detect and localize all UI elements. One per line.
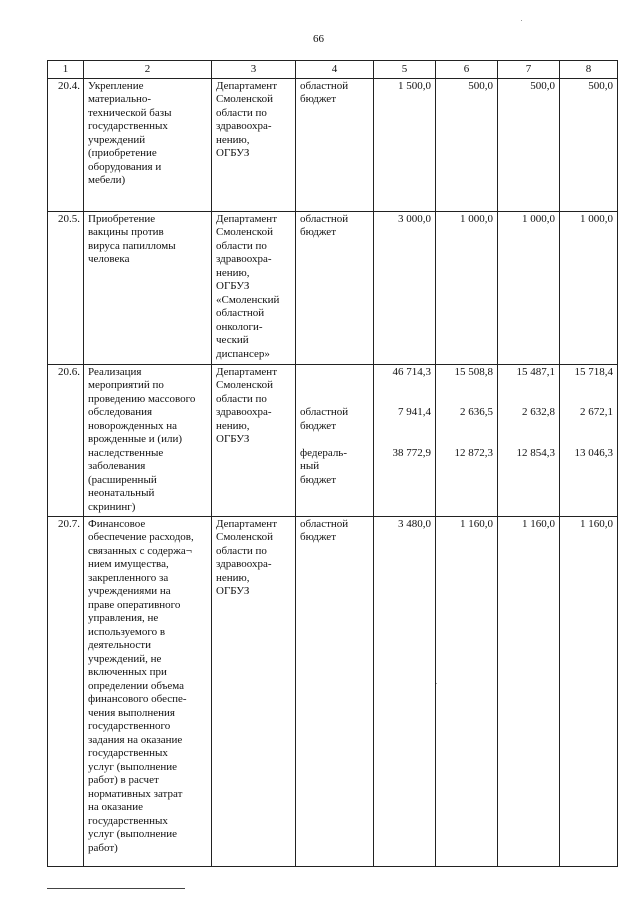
total-amount: 1 500,0 xyxy=(374,78,436,211)
spacer xyxy=(300,393,369,407)
text-line: области по xyxy=(216,544,267,557)
year-3-amount: 1 000,0 xyxy=(560,211,618,364)
text-line: учреждений xyxy=(88,133,146,146)
spacer xyxy=(502,379,555,406)
text-line: диспансер» xyxy=(216,347,270,360)
text-line: Смоленской xyxy=(216,226,273,238)
text-line: управления, не xyxy=(88,612,159,624)
column-number: 8 xyxy=(560,61,618,79)
text-line: определении объема xyxy=(88,679,185,692)
spacer xyxy=(502,420,555,447)
text-line: Департамент xyxy=(216,79,278,92)
text-line: нению, xyxy=(216,571,250,584)
text-line: «Смоленский xyxy=(216,293,280,306)
text-line: нормативных затрат xyxy=(88,787,183,800)
text-line: учреждений, не xyxy=(88,652,162,665)
text-line: связанных с содержа¬ xyxy=(88,544,192,557)
page-number: 66 xyxy=(313,33,324,45)
text-line: скрининг) xyxy=(88,500,136,513)
text-line: заболевания xyxy=(88,460,146,472)
text-line: здравоохра- xyxy=(216,558,272,570)
text-line: неонатальный xyxy=(88,487,155,499)
amount-regional: 2 636,5 xyxy=(460,406,493,418)
item-number: 20.4. xyxy=(48,78,84,211)
funding-source xyxy=(296,211,374,364)
column-number: 1 xyxy=(48,61,84,79)
text-line: нению, xyxy=(216,133,250,146)
item-number: 20.5. xyxy=(48,211,84,364)
text-line: вакцины против xyxy=(88,226,164,238)
text-line: Финансовое xyxy=(88,517,146,530)
text-line: областной xyxy=(300,79,349,92)
text-line: государственных xyxy=(88,120,168,132)
text-line: государственного xyxy=(88,720,171,732)
text-line: бюджет xyxy=(300,93,336,105)
text-line: областной xyxy=(216,307,265,319)
text-line: Департамент xyxy=(216,212,278,225)
text-line: обследования xyxy=(88,406,153,418)
text-line: услуг (выполнение xyxy=(88,828,178,840)
total-amount: 3 480,0 xyxy=(374,516,436,866)
text-line: области по xyxy=(216,239,267,252)
text-line: проведению массового xyxy=(88,392,196,405)
text-line: области по xyxy=(216,106,267,119)
text-line: (расширенный xyxy=(88,473,157,486)
text-line: Департамент xyxy=(216,365,278,378)
text-line: оборудования и xyxy=(88,160,162,173)
footnote-rule xyxy=(47,888,185,889)
year-2-amount: 500,0 xyxy=(498,78,560,211)
text-line: ОГБУЗ xyxy=(216,147,250,159)
table-row xyxy=(48,78,618,211)
text-line: работ) xyxy=(88,841,118,854)
text-line: праве оперативного xyxy=(88,598,181,611)
program-activities-table xyxy=(47,60,618,867)
spacer xyxy=(440,420,493,447)
text-line: бюджет xyxy=(300,473,336,486)
executor xyxy=(212,78,296,211)
text-line: учреждениями на xyxy=(88,585,171,597)
text-line: закрепленного за xyxy=(88,571,169,584)
year-1-amount: 1 000,0 xyxy=(436,211,498,364)
year-3-amount: 1 160,0 xyxy=(560,516,618,866)
text-line: нению, xyxy=(216,266,250,279)
text-line: чения выполнения xyxy=(88,706,175,719)
text-line: ческий xyxy=(216,334,249,346)
funding-source xyxy=(296,364,374,516)
text-line: врожденные и (или) xyxy=(88,433,183,445)
text-line: на оказание xyxy=(88,801,143,813)
spacer xyxy=(300,433,369,447)
spacer xyxy=(378,420,431,447)
scan-speck xyxy=(436,683,437,684)
text-line: человека xyxy=(88,253,130,265)
text-line: работ) в расчет xyxy=(88,774,159,786)
amount-all-sources: 46 714,3 xyxy=(392,365,431,378)
text-line: Департамент xyxy=(216,517,278,530)
column-number: 6 xyxy=(436,61,498,79)
text-line: материально- xyxy=(88,93,152,105)
column-number: 4 xyxy=(296,61,374,79)
text-line: федераль- xyxy=(300,446,347,459)
text-line: ОГБУЗ xyxy=(216,433,250,445)
year-2-amount: 1 160,0 xyxy=(498,516,560,866)
column-number-row xyxy=(48,61,618,79)
text-line: финансового обеспе- xyxy=(88,693,187,705)
text-line: ОГБУЗ xyxy=(216,280,250,292)
text-line: нием имущества, xyxy=(88,558,169,570)
text-line: Смоленской xyxy=(216,379,273,391)
text-line: онкологи- xyxy=(216,320,263,333)
table-row xyxy=(48,364,618,516)
text-line: ный xyxy=(300,460,320,472)
text-line: Укрепление xyxy=(88,79,144,92)
amount-regional: 2 672,1 xyxy=(580,406,613,418)
item-number: 20.7. xyxy=(48,516,84,866)
year-1-amount: 1 160,0 xyxy=(436,516,498,866)
executor xyxy=(212,211,296,364)
spacer xyxy=(564,420,613,447)
table-row xyxy=(48,516,618,866)
activity-name xyxy=(84,211,212,364)
year-3-amount xyxy=(560,364,618,516)
text-line: здравоохра- xyxy=(216,253,272,265)
column-number: 5 xyxy=(374,61,436,79)
funding-source xyxy=(296,78,374,211)
text-line: новорожденных на xyxy=(88,419,177,432)
text-line: мероприятий по xyxy=(88,379,164,391)
amount-all-sources: 15 508,8 xyxy=(454,365,493,378)
text-line: областной xyxy=(300,517,349,530)
column-number: 3 xyxy=(212,61,296,79)
total-amount xyxy=(374,364,436,516)
funding-source xyxy=(296,516,374,866)
text-line: бюджет xyxy=(300,419,336,432)
text-line: Реализация xyxy=(88,365,142,378)
text-line: задания на оказание xyxy=(88,733,183,746)
amount-federal: 12 854,3 xyxy=(516,446,555,459)
executor xyxy=(212,516,296,866)
text-line: Приобретение xyxy=(88,212,156,225)
activity-name xyxy=(84,78,212,211)
text-line: здравоохра- xyxy=(216,406,272,418)
text-line: здравоохра- xyxy=(216,120,272,132)
text-line: Смоленской xyxy=(216,93,273,105)
text-line: технической базы xyxy=(88,106,172,119)
text-line: деятельности xyxy=(88,639,151,651)
text-line: Смоленской xyxy=(216,531,273,543)
table-row xyxy=(48,211,618,364)
amount-federal: 13 046,3 xyxy=(574,446,613,459)
text-line: государственных xyxy=(88,814,168,827)
text-line: используемого в xyxy=(88,625,166,638)
text-line: услуг (выполнение xyxy=(88,760,178,773)
text-line: (приобретение xyxy=(88,147,157,159)
year-1-amount xyxy=(436,364,498,516)
amount-all-sources: 15 718,4 xyxy=(574,365,613,378)
spacer xyxy=(300,366,369,393)
text-line: обеспечение расходов, xyxy=(88,531,194,543)
amount-all-sources: 15 487,1 xyxy=(516,365,555,378)
year-2-amount: 1 000,0 xyxy=(498,211,560,364)
text-line: вируса папилломы xyxy=(88,239,176,252)
text-line: государственных xyxy=(88,747,168,759)
total-amount: 3 000,0 xyxy=(374,211,436,364)
amount-regional: 7 941,4 xyxy=(398,406,431,418)
amount-federal: 38 772,9 xyxy=(392,446,431,459)
text-line: ОГБУЗ xyxy=(216,585,250,597)
executor xyxy=(212,364,296,516)
text-line: мебели) xyxy=(88,174,126,186)
activity-name xyxy=(84,364,212,516)
activity-name xyxy=(84,516,212,866)
column-number: 2 xyxy=(84,61,212,79)
text-line: областной xyxy=(300,212,349,225)
spacer xyxy=(378,379,431,406)
year-1-amount: 500,0 xyxy=(436,78,498,211)
text-line: нению, xyxy=(216,419,250,432)
spacer xyxy=(564,379,613,406)
scan-speck xyxy=(521,20,522,21)
text-line: бюджет xyxy=(300,226,336,238)
spacer xyxy=(440,379,493,406)
text-line: бюджет xyxy=(300,531,336,543)
text-line: включенных при xyxy=(88,666,167,678)
amount-regional: 2 632,8 xyxy=(522,406,555,418)
item-number: 20.6. xyxy=(48,364,84,516)
year-2-amount xyxy=(498,364,560,516)
text-line: областной xyxy=(300,406,349,418)
amount-federal: 12 872,3 xyxy=(454,446,493,459)
text-line: области по xyxy=(216,392,267,405)
column-number: 7 xyxy=(498,61,560,79)
text-line: наследственные xyxy=(88,446,164,459)
year-3-amount: 500,0 xyxy=(560,78,618,211)
